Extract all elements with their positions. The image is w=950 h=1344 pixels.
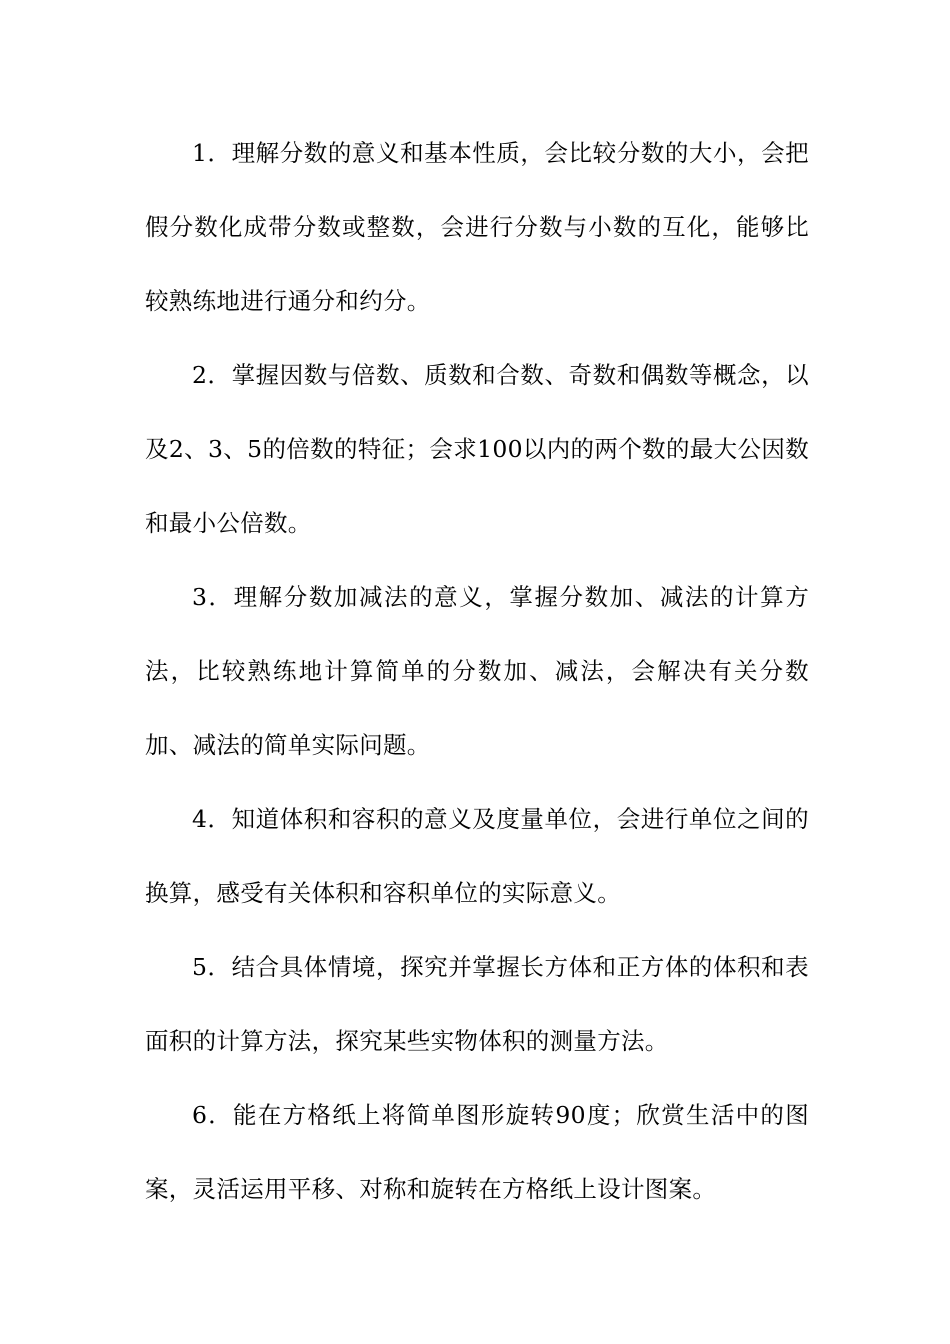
paragraph-3: 3．理解分数加减法的意义，掌握分数加、减法的计算方法，比较熟练地计算简单的分数加、减法，会解决有关分数加、减法的简单实际问题。	[145, 583, 809, 759]
paragraph-4: 4．知道体积和容积的意义及度量单位，会进行单位之间的换算，感受有关体积和容积单位的实际意义。	[145, 805, 809, 907]
paragraph-5: 5．结合具体情境，探究并掌握长方体和正方体的体积和表面积的计算方法，探究某些实物体积的测量方法。	[145, 953, 809, 1055]
paragraph-2: 2．掌握因数与倍数、质数和合数、奇数和偶数等概念，以及2、3、5的倍数的特征；会求100以内的两个数的最大公因数和最小公倍数。	[145, 361, 809, 537]
document-body	[145, 116, 809, 1226]
paragraph-6: 6．能在方格纸上将简单图形旋转90度；欣赏生活中的图案，灵活运用平移、对称和旋转在方格纸上设计图案。	[145, 1101, 809, 1203]
paragraph-1: 1．理解分数的意义和基本性质，会比较分数的大小，会把假分数化成带分数或整数，会进行分数与小数的互化，能够比较熟练地进行通分和约分。	[145, 139, 809, 315]
